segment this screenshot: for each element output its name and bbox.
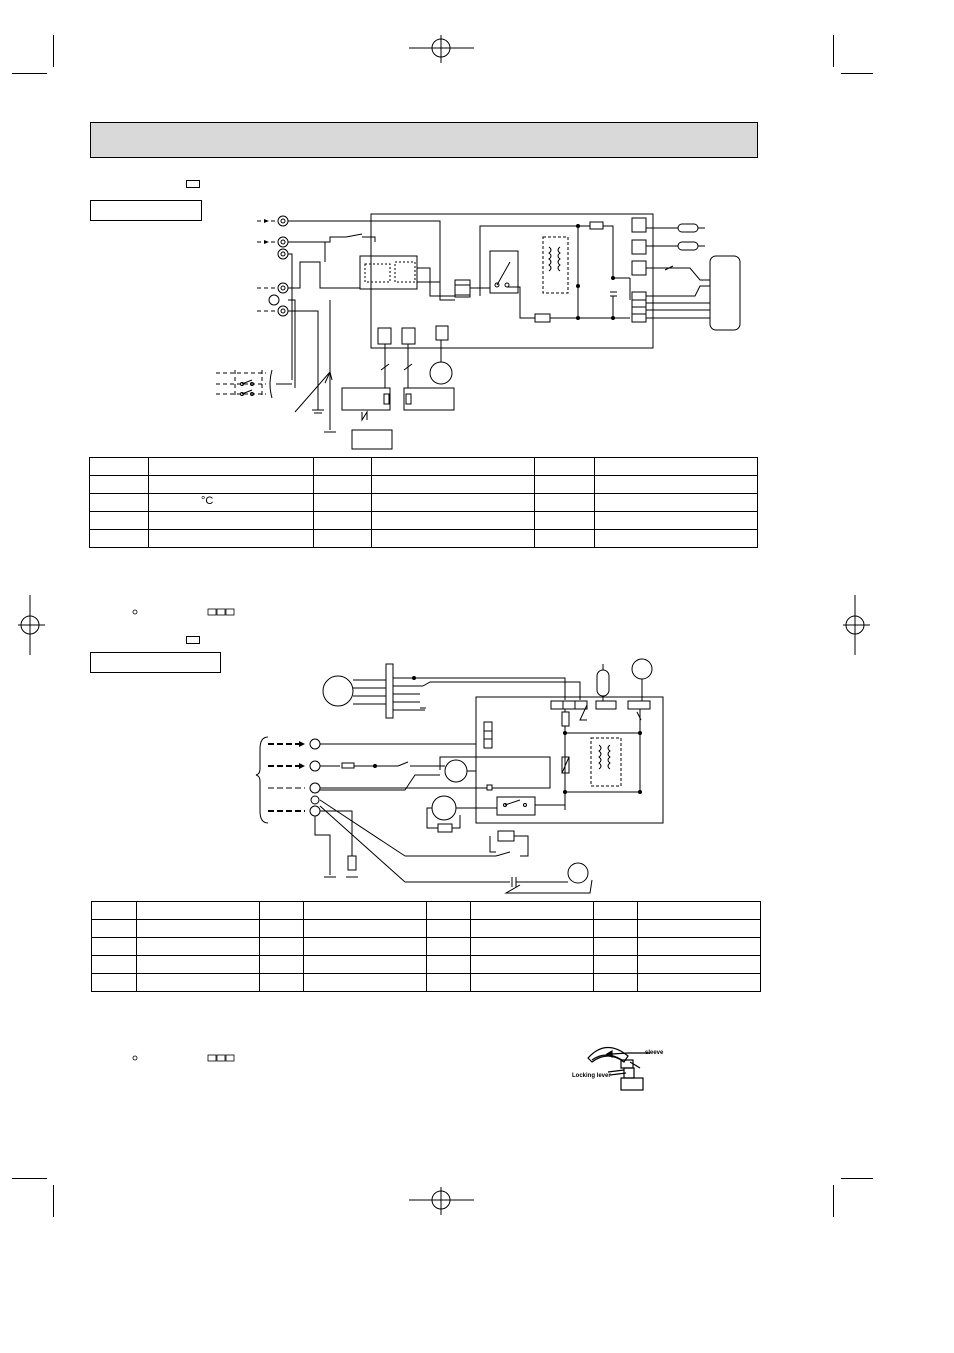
locking-lever-label: Locking lever [572, 1073, 611, 1079]
unit-label: °C [201, 495, 214, 507]
sleeve-label: sleeve [645, 1050, 664, 1056]
